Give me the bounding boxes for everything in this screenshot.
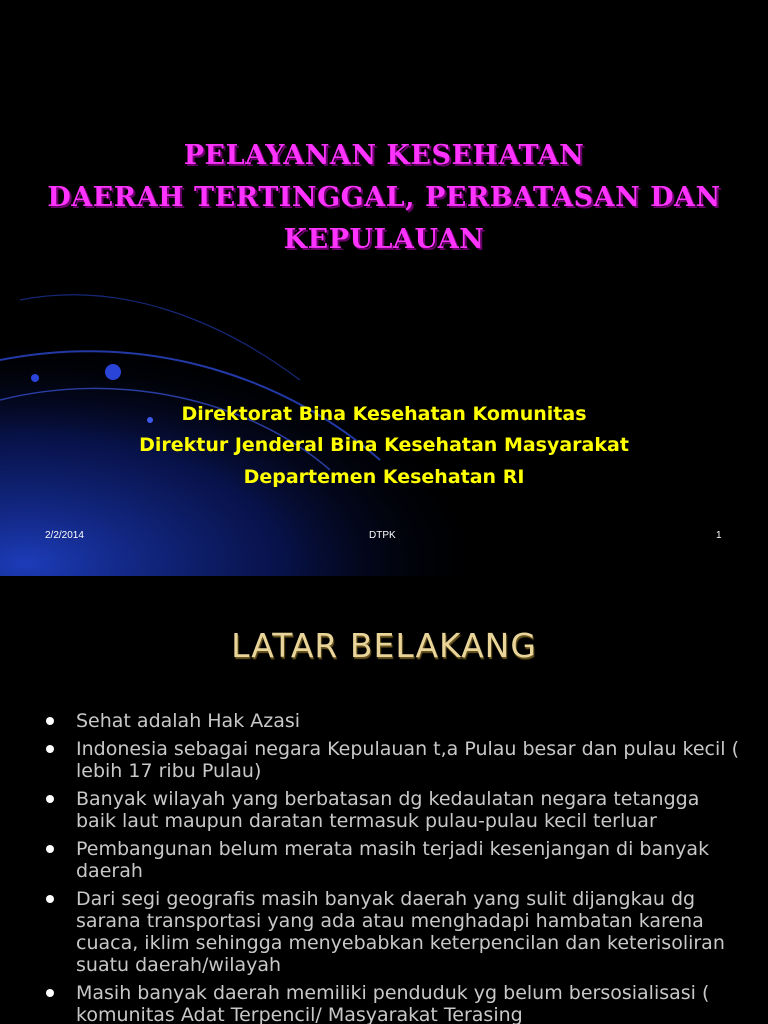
bullet-item [44, 788, 744, 832]
bullet-text: Masih banyak daerah memiliki penduduk yg belum bersosialisasi ( komunitas Adat Terpencil/ Masyarakat Terasing [76, 982, 710, 1024]
bullet-icon [46, 795, 54, 803]
footer-date: 2/2/2014 [45, 530, 84, 541]
bullet-list [44, 710, 744, 1024]
slide-heading: LATAR BELAKANG [231, 626, 537, 665]
bullet-text: Indonesia sebagai negara Kepulauan t,a Pulau besar dan pulau kecil ( lebih 17 ribu Pulau) [76, 738, 740, 782]
bullet-icon [46, 745, 54, 753]
bullet-icon [46, 845, 54, 853]
subtitle-line-1: Direktorat Bina Kesehatan Komunitas [181, 403, 587, 425]
bullet-icon [46, 989, 54, 997]
footer-page-number: 1 [716, 530, 722, 541]
bullet-text: Dari segi geografis masih banyak daerah yang sulit dijangkau dg sarana transportasi yang ada atau menghadapi hambatan karena cuaca, iklim sehingga menyebabkan keterpencilan dan keterisoliran suatu daerah/wilayah [76, 888, 725, 976]
bullet-icon [46, 895, 54, 903]
bullet-item [44, 710, 744, 732]
title-line-3: KEPULAUAN [283, 224, 485, 255]
bullet-item [44, 888, 744, 976]
bullet-item [44, 982, 744, 1024]
bullet-item [44, 738, 744, 782]
bullet-item [44, 838, 744, 882]
title-line-2: DAERAH TERTINGGAL, PERBATASAN DAN [47, 182, 721, 213]
footer-label: DTPK [369, 530, 396, 541]
title-line-1: PELAYANAN KESEHATAN [183, 140, 585, 171]
bullet-text: Sehat adalah Hak Azasi [76, 710, 301, 732]
subtitle-line-2: Direktur Jenderal Bina Kesehatan Masyarakat [139, 434, 629, 456]
bullet-text: Pembangunan belum merata masih terjadi kesenjangan di banyak daerah [76, 838, 710, 882]
bullet-text: Banyak wilayah yang berbatasan dg kedaulatan negara tetangga baik laut maupun daratan termasuk pulau-pulau kecil terluar [76, 788, 700, 832]
slide-2 [0, 576, 768, 1024]
bullet-icon [46, 717, 54, 725]
subtitle-line-3: Departemen Kesehatan RI [243, 466, 525, 488]
